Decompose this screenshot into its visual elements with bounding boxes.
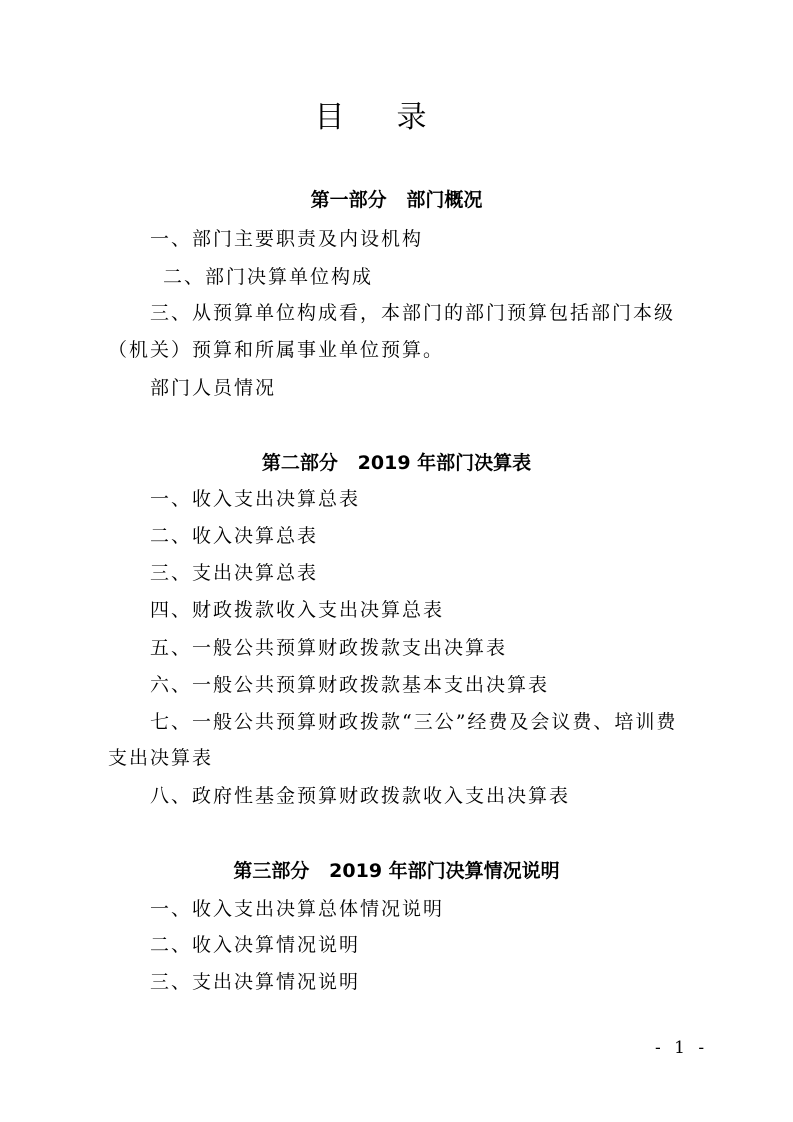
part3-heading: 第三部分 2019 年部门决算情况说明: [233, 860, 560, 882]
toc-item: 一、收入支出决算总体情况说明: [150, 898, 445, 920]
toc-item: 部门人员情况: [150, 377, 277, 399]
toc-item: 二、收入决算总表: [150, 525, 319, 547]
toc-item: 三、从预算单位构成看，本部门的部门预算包括部门本级: [150, 302, 676, 324]
part1-heading: 第一部分 部门概况: [310, 189, 483, 211]
toc-item: 三、支出决算情况说明: [150, 971, 361, 993]
toc-item: 二、收入决算情况说明: [150, 934, 361, 956]
toc-item: 三、支出决算总表: [150, 562, 319, 584]
toc-item-continuation: （机关）预算和所属事业单位预算。: [108, 339, 445, 361]
toc-item: 一、部门主要职责及内设机构: [150, 228, 424, 250]
toc-item: 五、一般公共预算财政拨款支出决算表: [150, 637, 508, 659]
toc-item: 六、一般公共预算财政拨款基本支出决算表: [150, 674, 550, 696]
toc-item: 七、一般公共预算财政拨款“三公”经费及会议费、培训费: [150, 711, 678, 733]
toc-item-continuation: 支出决算表: [108, 747, 214, 769]
toc-title: 目录: [314, 100, 479, 135]
toc-item: 八、政府性基金预算财政拨款收入支出决算表: [150, 785, 571, 807]
toc-item: 四、财政拨款收入支出决算总表: [150, 599, 445, 621]
part2-heading: 第二部分 2019 年部门决算表: [261, 452, 532, 474]
page-number: - 1 -: [655, 1038, 709, 1058]
toc-item: 一、收入支出决算总表: [150, 488, 361, 510]
toc-item: 二、部门决算单位构成: [163, 266, 374, 288]
